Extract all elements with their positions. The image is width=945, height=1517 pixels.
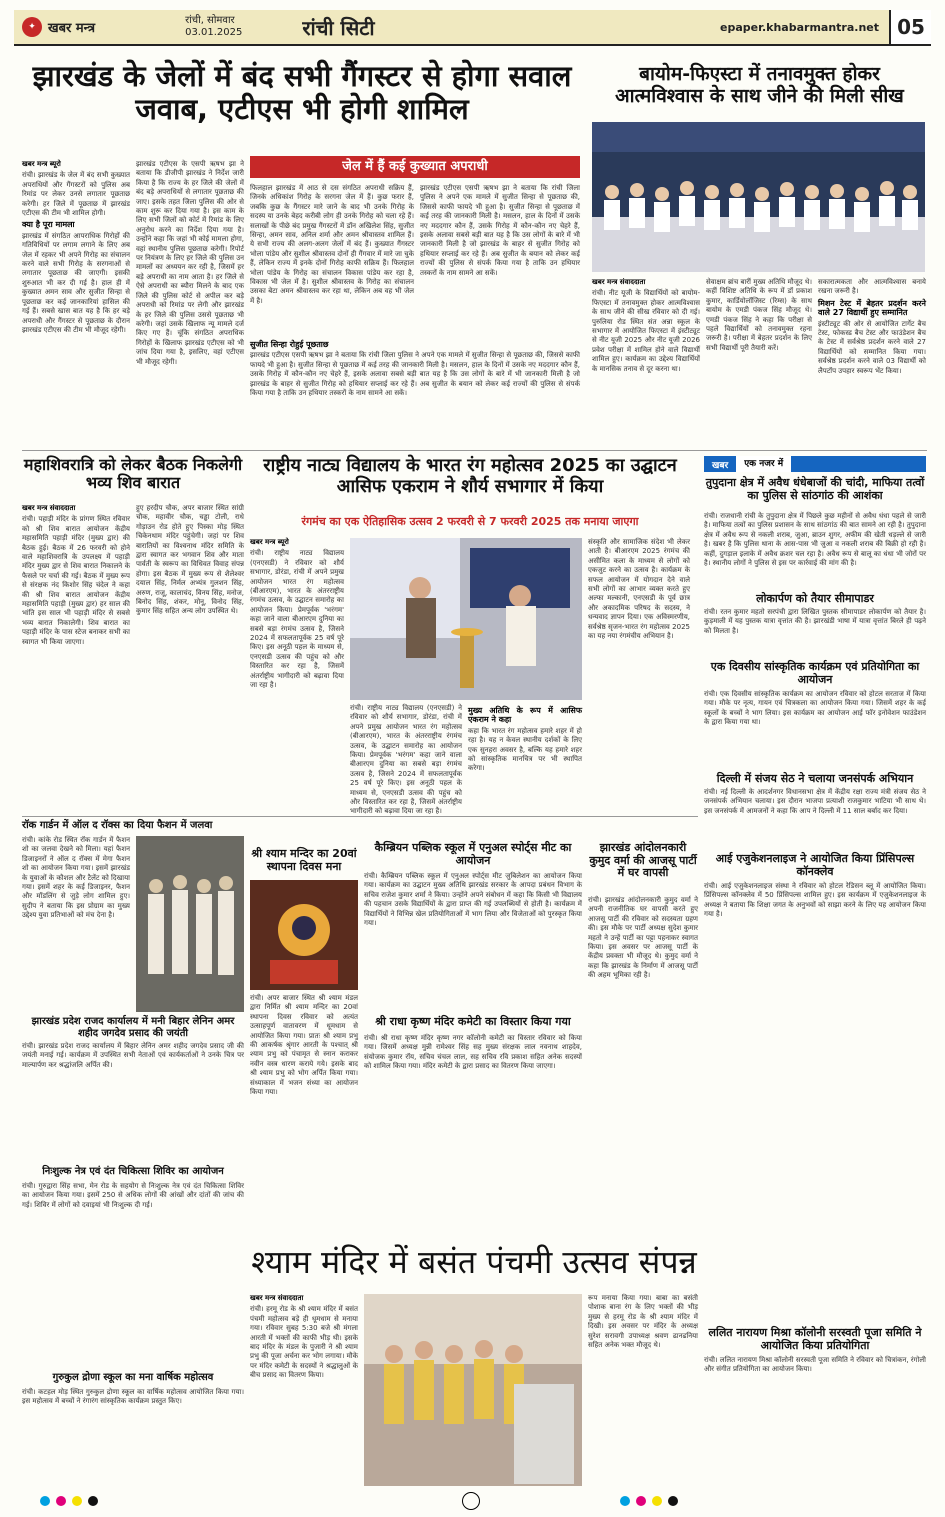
- shyam-headline: श्री श्याम मन्दिर का 20वां स्थापना दिवस मना: [251, 847, 357, 873]
- yellow-mark-icon: [652, 1496, 662, 1506]
- yellow-mark-icon: [72, 1496, 82, 1506]
- lead-banner: जेल में हैं कई कुख्यात अपराधी: [250, 156, 580, 178]
- cambrian-text: रांची। कैम्ब्रियन पब्लिक स्कूल में एनुअल स्पोर्ट्स मीट जुबिलेशन का आयोजन किया गया। कार्यक्रम का उद्घाटन मुख्य अतिथि झारखंड सरकार के आपदा प्रबंधन विभाग के सचिव राजेश कुमार शर्मा ने किया। उन्होंने अपने संबोधन में कहा कि किसी भी विद्यालय की पहचान उसके विद्यार्थियों के द्वारा प्राप्त की गई उपलब्धियों से होती है। कार्यक्रम में विद्यार्थियों ने विभिन्न खेल प्रतियोगिताओं में भाग लिया और विजेताओं को पुरस्कृत किया गया।: [364, 872, 582, 928]
- natya-col3-text: कहा कि भारत रंग महोत्सव हमारे शहर में हो रहा है। यह न केवल स्थानीय दर्शकों के लिए एक सुनहरा अवसर है, बल्कि यह हमारे शहर को सांस्कृतिक मानचित्र पर भी स्थापित करेगा।: [468, 726, 582, 773]
- biome-col1-text: रांची। नीट यूजी के विद्यार्थियों को बायोम-फिएस्टा में तनावमुक्त होकर आत्मविश्वास के साथ जीने की सीख रविवार को दी गई। पुरुलिया रोड स्थित संत अन्ना स्कूल के सभागार में आयोजित फिएस्टा में इंस्टीट्यूट से नीट यूजी 2025 और नीट यूजी 2026 प्रवेश परीक्षा में शामिल होने वाले विद्यार्थी शामिल हुए। कार्यक्रम का उद्देश्य विद्यार्थियों के मानसिक तनाव से दूर करना था।: [592, 289, 700, 373]
- basant-col-2: [588, 1294, 698, 1486]
- shyam-col: [250, 994, 358, 1240]
- lead-col1-text: रांची। झारखंड के जेल में बंद सभी कुख्यात अपराधियों और गैंगस्टरों को पुलिस अब रिमांड पर लेकर उनसे लगातार पूछताछ करेगी। हर जिले में पूछताछ में झारखंड एटीएस की टीम भी शामिल होगी।: [22, 171, 130, 218]
- basant-col-1: [250, 1294, 358, 1486]
- natya-col-4: [588, 538, 690, 810]
- shivratri-col2-text: हुए हरदीप चौक, अपर बाजार स्थित सांग्री चौक, महावीर चौक, चड्ढा टोली, राधे गोड़ाउन रोड होते हुए पिस्का मोड़ स्थित चिकेनथाम मंदिर पहुंचेगी। जहां पर शिव बारातियों का विश्वनाथ मंदिर समिति के द्वारा स्वागत कर भगवान शिव और माता पार्वती के स्वरूप का विधिवत विवाह संपन्न होगा। इस बैठक में मुख्य रूप से शैलेश्वर दयाल सिंह, निर्मल अभ्यंत्र गुलशन सिंह, अरुण, राजू, कालाचंद, विनय सिंह, मनोज, बिनोद सिंह, शंकर, मोनू, विनोद सिंह, कुमार सिंह सहित अन्य लोग उपस्थित थे।: [136, 504, 244, 616]
- natya-subhead: रंगमंच का एक ऐतिहासिक उत्सव 2 फरवरी से 7 फरवरी 2025 तक मनाया जाएगा: [301, 515, 639, 528]
- epaper-link[interactable]: epaper.khabarmantra.net: [720, 20, 879, 34]
- kumud-text: रांची। झारखंड आंदोलनकारी कुमुद वर्मा ने अपनी राजनीतिक घर वापसी करते हुए आजसू पार्टी की रविवार को सदस्यता ग्रहण की। इस मौके पर पार्टी अध्यक्ष सुदेश कुमार महतो ने उन्हें पार्टी का पट्टा पहनाकर स्वागत किया। इस अवसर पर आजसू पार्टी के केंद्रीय प्रवक्ता भी मौजूद थे। कुमुद वर्मा ने कहा कि झारखंड के निर्माण में आजसू पार्टी की अहम भूमिका रही है।: [588, 896, 698, 980]
- sanskritik-text: रांची। एक दिवसीय सांस्कृतिक कार्यक्रम का आयोजन रविवार को होटल सरताज में किया गया। मौके पर नृत्य, गायन एवं चित्रकला का आयोजन किया गया। जिसमें शहर के कई स्कूलों के बच्चों ने भाग लिया। इस कार्यक्रम का आयोजन आई फॉर इनोवेशन फाउंडेशन के द्वारा किया गया था।: [704, 690, 926, 727]
- basant-byline: खबर मन्त्र संवाददाता: [250, 1294, 304, 1302]
- magenta-mark-icon: [56, 1496, 66, 1506]
- shivratri-col1-text: रांची। पहाड़ी मंदिर के प्रांगण स्थित रविवार को श्री शिव बारात आयोजन केंद्रीय महासमिति पहाड़ी मंदिर (मुख्य द्वार) की बैठक हुई। बैठक में 26 फरवरी को होने वाले महाशिवरात्रि के उपलक्ष्य में पहाड़ी मंदिर मुख्य द्वार से शिव बारात निकालने के फैसले पर चर्चा की गई। बैठक में मुख्य रूप से संरक्षक नंद किशोर सिंह चंदेल ने कहा की श्री शिव बारात आयोजन केंद्रीय महासमिति पहाड़ी (मुख्य द्वार) हर साल की भांति इस साल भी पहाड़ी मंदिर से सबसे भव्य बारात निकालेगी। शिव बारात का पहाड़ी मंदिर के पास स्टेज बनाकर सभी का स्वागत भी किया जाएगा।: [22, 515, 130, 646]
- natya-byline: खबर मन्त्र ब्यूरो: [250, 538, 289, 546]
- ai-headline: आई एजुकेशनलाइज ने आयोजित किया प्रिंसिपल्स कॉनक्लेव: [715, 852, 915, 879]
- delhi-headline: दिल्ली में संजय सेठ ने चलाया जनसंपर्क अभियान: [716, 772, 914, 785]
- news-brief-title: एक नजर में: [736, 456, 791, 472]
- lenin-col: [22, 1042, 244, 1162]
- tupudana-text: रांची। राजधानी रांची के तुपुदाना क्षेत्र में पिछले कुछ महीनों से अवैध धंधा पहले से जारी है। माफिया तत्वों का पुलिस प्रशासन के साथ सांठगांठ की बात सामने आ रही है। तुपुदाना क्षेत्र में अवैध रूप से नकली शराब, जुआ, ब्राउन शुगर, अफीम की खेती धड़ल्ले से जारी है। खबर है कि पुलिस थाना के आस-पास भी जुआ व नकली शराब की बिक्री हो रही है। कहीं, दुगड़ाल इलाके में अवैध क्रशर चल रहा है। अवैध रूप से बालू का धंधा भी जोरों पर है। स्थानीय लोगों ने पुलिस से इस पर कार्रवाई की मांग की है।: [704, 512, 926, 568]
- eye-camp-col: [22, 1182, 244, 1368]
- brand: [14, 17, 95, 37]
- gurukul-text: रांची। कटहल मोड़ स्थित गुरुकुल द्रोणा स्कूल का वार्षिक महोत्सव आयोजित किया गया। इस महोत्सव में बच्चों ने रंगारंग सांस्कृतिक कार्यक्रम प्रस्तुत किए।: [22, 1388, 244, 1406]
- lokarpan-col: [704, 608, 926, 656]
- biome-headline: बायोम-फिएस्टा में तनावमुक्त होकर आत्मविश्वास के साथ जीने की मिली सीख: [615, 63, 904, 107]
- lead-col4-text: झारखंड एटीएस एसपी ऋषभ झा ने बताया कि रांची जिला पुलिस ने अपने एक मामले में सुजीत सिन्हा से पूछताछ की, जिससे काफी फायदे भी हुआ है। सुजीत सिन्हा से पूछताछ में कई तरह की जानकारी मिली है। मसलन, हाल के दिनों में उसके नए मददगार कौन हैं, उसके गिरोह में कौन-कौन नए चेहरे हैं, इसके अलावा सबसे बड़ी बात यह है कि उस लोगों के बारे में भी जानकारी मिली है जो झारखंड के बाहर से सुजीत गिरोह को हथियार सप्लाई कर रहे हैं। अब सुजीत के बयान को लेकर कई राज्यों की पुलिस से संपर्क किया गया है ताकि उन हथियार तस्करों के नाम सामने आ सकें।: [250, 351, 580, 398]
- print-color-marks-right: [620, 1496, 678, 1508]
- natya-col-1: [250, 538, 344, 810]
- natya-photo: [350, 538, 582, 700]
- city-day: रांची, सोमवार: [185, 15, 235, 26]
- sanskritik-col: [704, 690, 926, 768]
- gurukul-col: [22, 1388, 244, 1486]
- biome-byline: खबर मन्त्र संवाददाता: [592, 278, 646, 286]
- basant-photo: [364, 1294, 582, 1486]
- basant-photo-graphic: [364, 1294, 582, 1486]
- natya-headline: राष्ट्रीय नाट्य विद्यालय के भारत रंग महोत्सव 2025 का उद्घाटन आसिफ एकराम ने शौर्य सभागार में किया: [263, 455, 677, 497]
- radhakrishna-headline: श्री राधा कृष्ण मंदिर कमेटी का विस्तार किया गया: [375, 1015, 571, 1028]
- cambrian-headline: कैम्ब्रियन पब्लिक स्कूल में एनुअल स्पोर्ट्स मीट का आयोजन: [374, 841, 572, 867]
- divider: [22, 816, 698, 817]
- biome-col-3: [818, 278, 926, 446]
- rockgarden-photo: [136, 836, 244, 1012]
- lead-col-4: [250, 338, 580, 445]
- lalit-col: [704, 1356, 926, 1486]
- lenin-headline: झारखंड प्रदेश राजद कार्यालय में मनी बिहार लेनिन अमर शहीद जगदेव प्रसाद की जयंती: [31, 1016, 235, 1039]
- rockgarden-headline: रॉक गार्डन में ऑल द रॉक्स का दिया फैशन में जलवा: [22, 820, 213, 831]
- page-number: 05: [889, 10, 931, 44]
- lead-headline: झारखंड के जेलों में बंद सभी गैंगस्टर से होगा सवाल जवाब, एटीएस भी होगी शामिल: [32, 59, 572, 127]
- basant-headline: श्याम मंदिर में बसंत पंचमी उत्सव संपन्न: [251, 1243, 697, 1281]
- lead-col-2: [136, 160, 244, 445]
- kumud-headline: झारखंड आंदोलनकारी कुमुद वर्मा की आजसू पार्टी में घर वापसी: [589, 841, 697, 880]
- lead-byline: खबर मन्त्र ब्यूरो: [22, 160, 61, 168]
- rockgarden-photo-graphic: [136, 836, 244, 1012]
- natya-col-2: [350, 704, 462, 816]
- radhakrishna-col: [364, 1034, 582, 1240]
- kumud-col: [588, 896, 698, 1240]
- date: 03.01.2025: [185, 27, 243, 38]
- news-brief-tag-label: खबर: [712, 460, 729, 471]
- black-mark-icon: [88, 1496, 98, 1506]
- page-header: [14, 10, 931, 46]
- brand-logo-icon: ✦: [22, 17, 42, 37]
- divider: [22, 450, 927, 451]
- natya-col1-text: रांची। राष्ट्रीय नाट्य विद्यालय (एनएसडी) ने रविवार को शौर्य सभागार, डोरंडा, रांची में अपने प्रमुख आयोजन भारत रंग महोत्सव (बीआरएम), भारत के अंतरराष्ट्रीय रंगमंच उत्सव, के उद्घाटन समारोह का आयोजन किया। प्रेमपूर्वक 'भरंगम' कहा जाने वाला बीआरएम दुनिया का सबसे बड़ा रंगमंच उत्सव है, जिसने 2024 में सफलतापूर्वक 25 वर्ष पूरे किए। इस अनूठी पहल के माध्यम से, एनएसडी उत्सव की पहुंच को और विस्तारित कर रहा है, जिसमें अंतर्राष्ट्रीय भागीदारी को बढ़ावा दिया जा रहा है।: [250, 549, 344, 690]
- cyan-mark-icon: [620, 1496, 630, 1506]
- basant-col2-text: रूप मनाया किया गया। बाबा का बसंती पोशाक बाना रंग के लिए भक्तों की भीड़ मुख्य से हरमू रोड के श्री श्याम मंदिर में दिखी। इस अवसर पर मंदिर के अध्यक्ष सुरेश सरावगी उपाध्यक्ष श्रवण ढानढनिया सहित अनेक भक्त मौजूद थे।: [588, 1294, 698, 1350]
- registration-target-icon: [462, 1492, 480, 1510]
- eye-camp-headline: निःशुल्क नेत्र एवं दंत चिकित्सा शिविर का आयोजन: [42, 1166, 224, 1177]
- biome-col3b-text: इंस्टीट्यूट की ओर से आयोजित टार्गेट बैच टेस्ट, फोकस्ड बैच टेस्ट और फाउंडेशन बैच के टेस्ट में सर्वश्रेष्ठ प्रदर्शन करने वाले 27 विद्यार्थियों को सम्मानित किया गया। सर्वश्रेष्ठ प्रदर्शन करने वाले 03 विद्यार्थी को लैपटॉप उपहार स्वरूप भेंट किया।: [818, 319, 926, 375]
- biome-col-2: [706, 278, 812, 446]
- lead-col3b-text: झारखंड एटीएस एसपी ऋषभ झा ने बताया कि रांची जिला पुलिस ने अपने एक मामले में सुजीत सिन्हा से पूछताछ की, जिससे काफी फायदे भी हुआ है। सुजीत सिन्हा से पूछताछ में कई तरह की जानकारी मिली है। मसलन, हाल के दिनों में उसके नए मददगार कौन हैं, उसके गिरोह में कौन-कौन नए चेहरे हैं, इसके अलावा सबसे बड़ी बात यह है कि उस लोगों के बारे में भी जानकारी मिली है जो झारखंड के बाहर से सुजीत गिरोह को हथियार सप्लाई कर रहे हैं। अब सुजीत के बयान को लेकर कई राज्यों की पुलिस से संपर्क किया गया है ताकि उन हथियार तस्करों के नाम सामने आ सकें।: [420, 184, 580, 277]
- section-title: रांची सिटी: [302, 15, 375, 40]
- radhakrishna-text: रांची। श्री राधा कृष्ण मंदिर कृष्ण नगर कॉलोनी कमेटी का विस्तार रविवार को किया गया। जिसमें अध्यक्ष मुन्नी रामेश्वर सिंह सह मुख्य संरक्षक लाल नवनाथ शाहदेव, संयोजक कुमार रॉय, सचिव चंचल लाल, सह सचिव रवि प्रकाश सहित अनेक सदस्यों को शामिल किया गया। मंदिर कमेटी के द्वारा प्रसाद का वितरण किया जाएगा।: [364, 1034, 582, 1071]
- shyam-photo-graphic: [250, 880, 358, 990]
- biome-photo-graphic: [592, 122, 925, 272]
- black-mark-icon: [668, 1496, 678, 1506]
- delhi-text: रांची। नई दिल्ली के आदर्शनगर विधानसभा क्षेत्र में केंद्रीय रक्षा राज्य मंत्री संजय सेठ ने जनसंपर्क अभियान चलाया। इस दौरान भाजपा प्रत्याशी राजकुमार भाटिया भी साथ थे। इस जनसंपर्क में आमजनों ने कहा कि आप ने दिल्ली में 11 साल बर्बाद कर दिया।: [704, 788, 926, 815]
- sanskritik-headline: एक दिवसीय सांस्कृतिक कार्यक्रम एवं प्रतियोगिता का आयोजन: [710, 660, 920, 687]
- lead-col2-text: झारखंड एटीएस के एसपी ऋषभ झा ने बताया कि डीजीपी झारखंड ने निर्देश जारी किया है कि राज्य के हर जिले की जेलों में बंद बड़े अपराधियों से लगातार पूछताछ की जाए। इसके तहत जिला पुलिस की ओर से काम शुरू कर दिया गया है। इस काम के लिए सभी जिलों को कोर्ट में रिमांड के लिए अनुरोध करने का निर्देश दिया गया है। उन्होंने कहा कि जहां भी कोई मामला होगा, वहां स्थानीय पुलिस पूछताछ करेगी। रिपोर्ट पर नियंत्रण के लिए हर जिले की पुलिस उन मामलों का अध्ययन कर रही है, जिसमें हर बड़े अपराधी का नाम आता है। हर जिले से ऐसे अपराधी का ब्यौरा मिलने के बाद एक जिले की पुलिस कोर्ट से अपील कर बड़े अपराधी को रिमांड पर लेगी और झारखंड के हर जिले की पुलिस उससे पूछताछ भी करेगी। जहां उसके खिलाफ न्यू मामले दर्ज किए गए हैं। चूंकि संगठित अपराधिक गिरोहों के खिलाफ झारखंड एटीएस को भी जांच दिया गया है, इसलिए, वहां एटीएस भी मौजूद रहेगी।: [136, 160, 244, 366]
- cambrian-col: [364, 872, 582, 1012]
- shivratri-byline: खबर मन्त्र संवाददाता: [22, 504, 76, 512]
- print-color-marks-left: [40, 1496, 98, 1508]
- gurukul-headline: गुरुकुल द्रोणा स्कूल का मना वार्षिक महोत्सव: [52, 1372, 214, 1383]
- natya-col2-text: रांची। राष्ट्रीय नाट्य विद्यालय (एनएसडी) ने रविवार को शौर्य सभागार, डोरंडा, रांची में अपने प्रमुख आयोजन भारत रंग महोत्सव (बीआरएम), भारत के अंतरराष्ट्रीय रंगमंच उत्सव, के उद्घाटन समारोह का आयोजन किया। प्रेमपूर्वक 'भरंगम' कहा जाने वाला बीआरएम दुनिया का सबसे बड़ा रंगमंच उत्सव है, जिसने 2024 में सफलतापूर्वक 25 वर्ष पूरे किए। इस अनूठी पहल के माध्यम से, एनएसडी उत्सव की पहुंच को और विस्तारित कर रहा है, जिसमें अंतर्राष्ट्रीय भागीदारी को बढ़ावा दिया जा रहा है।: [350, 704, 462, 816]
- lead-subhead: क्या है पूरा मामला: [22, 220, 75, 230]
- brand-name: खबर मन्त्र: [48, 21, 96, 36]
- news-brief-tag: [704, 456, 926, 472]
- basant-col1-text: रांची। हरमू रोड के श्री श्याम मंदिर में बसंत पंचमी महोत्सव बड़े ही धूमधाम से मनाया गया। रविवार सुबह 5:30 बजे श्री मंगला आरती में भक्तों की काफी भीड़ थी। इसके बाद मंदिर के मंडल के पुजारी ने श्री श्याम प्रभु की पूजा अर्चना कर भोग लगाया। मौके पर मंदिर कमेटी के सदस्यों ने श्रद्धालुओं के बीच प्रसाद का वितरण किया।: [250, 1305, 358, 1380]
- shivratri-col-1: [22, 504, 130, 810]
- lead-col-1: [22, 160, 130, 445]
- ai-col: [704, 882, 926, 1322]
- lead-sub2: सुजीत सिन्हा रोहुई पूछताछ: [250, 340, 329, 349]
- shivratri-col-2: [136, 504, 244, 810]
- lead-col-3b: [420, 184, 580, 332]
- biome-photo: [592, 122, 925, 272]
- lead-col-3: [250, 184, 414, 332]
- biome-col-1: [592, 278, 700, 446]
- natya-col-3: [468, 704, 582, 810]
- lokarpan-headline: लोकार्पण को तैयार सीमापाडर: [756, 592, 874, 605]
- magenta-mark-icon: [636, 1496, 646, 1506]
- lead-col3-text: फिलहाल झारखंड में आठ से दस संगठित अपराधी सक्रिय हैं, जिनके अधिकांश गिरोह के सरगना जेल में हैं। कुछ फरार हैं, जबकि कुछ के गैंगस्टर मारे जाने के बाद भी उनके गिरोह के सदस्य या उनके बेहद करीबी लोग ही उनके गिरोह को चला रहे हैं। सलाखों के पीछे बंद प्रमुख गैंगस्टरों में डॉन अखिलेश सिंह, सुजीत सिन्हा, अमन साव, अनिल शर्मा और अमन श्रीवास्तव शामिल हैं। ये सभी राज्य की अलग-अलग जेलों में बंद हैं। कुख्यात गैंगस्टर भोला पांडेय और सुशील श्रीवास्तव दोनों ही गैंगवार में मारे जा चुके हैं, लेकिन राज्य में इनके दोनों गिरोह काफी सक्रिय हैं। फिलहाल भोला पांडेय के गिरोह का संचालन विकास पांडेय कर रहा है, विकास भी जेल में है। सुशील श्रीवास्तव के गिरोह का संचालन उसका बेटा अमन श्रीवास्तव कर रहा था, लेकिन अब वह भी जेल में है।: [250, 184, 414, 305]
- natya-photo-graphic: [350, 538, 582, 700]
- natya-caption: मुख्य अतिथि के रूप में आसिफ एकराम ने कहा: [468, 706, 582, 725]
- rockgarden-col: [22, 836, 130, 1012]
- shyam-photo: [250, 880, 358, 990]
- biome-col3-text: सकारात्मकता और आत्मविश्वास बनाये रखना जरूरी है।: [818, 278, 926, 296]
- lenin-text: रांची। झारखंड प्रदेश राजद कार्यालय में बिहार लेनिन अमर शहीद जगदेव प्रसाद जी की जयंती मनाई गई। कार्यक्रम में उपस्थित सभी नेताओं एवं कार्यकर्ताओं ने उनके चित्र पर माल्यार्पण कर श्रद्धांजलि अर्पित की।: [22, 1042, 244, 1069]
- eye-camp-text: रांची। गुरुद्वारा सिंह सभा, मेन रोड के सहयोग से निःशुल्क नेत्र एवं दंत चिकित्सा शिविर का आयोजन किया गया। इसमें 250 से अधिक लोगों की आंखों और दांतों की जांच की गई। शिविर में लोगों को दवाइयां भी निःशुल्क दी गई।: [22, 1182, 244, 1209]
- delhi-col: [704, 788, 926, 848]
- biome-col2-text: सेवाक्षम ब्रांच बारीं मुख्य अतिथि मौजूद थे। कहीं विशिष्ट अतिथि के रूप में डॉ प्रकाश कुमार, कार्डियोलॉजिस्ट (रिम्स) के साथ बायोम के एमडी पंकज सिंह मौजूद थे। एमडी पंकज सिंह ने कहा कि परीक्षा से पहले विद्यार्थियों को तनावमुक्त रहना जरूरी है। परीक्षा में बेहतर प्रदर्शन के लिए सभी विद्यार्थी पूरी तैयारी करें।: [706, 278, 812, 352]
- tupudana-headline: तुपुदाना क्षेत्र में अवैध धंधेबाजों की चांदी, माफिया तत्वों का पुलिस से सांठगांठ की आशंका: [705, 476, 925, 503]
- cyan-mark-icon: [40, 1496, 50, 1506]
- natya-col4-text: संस्कृति और सामाजिक संदेश भी लेकर आती है। बीआरएम 2025 रंगमंच की असीमित कला के माध्यम से लोगों को एकजुट करने का उत्सव है। कार्यक्रम के सफल आयोजन में योगदान देने वाले सभी लोगों का आभार व्यक्त करते हुए अल्फा मल्कानी, एनएसडी के पूर्व छात्र और अकादमिक परिषद के सदस्य, ने धन्यवाद ज्ञापन दिया। एक अविस्मरणीय, सर्वश्रेष्ठ सृजन-भारत रंग महोत्सव 2025 का यह नया रंगमंचीय अभियान है।: [588, 538, 690, 641]
- edition-date: [185, 15, 242, 39]
- lalit-text: रांची। ललित नारायण मिश्रा कॉलोनी सरस्वती पूजा समिति ने रविवार को चित्रांकन, रंगोली और संगीत प्रतियोगिता का आयोजन किया।: [704, 1356, 926, 1374]
- rockgarden-text: रांची। कांके रोड स्थित रॉक गार्डन में फैशन शो का जलवा देखने को मिला। यहां फैशन डिजाइनरों ने ऑल द रॉक्स में मेगा फैशन शो का आयोजन किया गया। इसमें झारखंड के युवाओं के कौशल और टैलेंट को दिखाया गया। इसमें शहर के कई डिजाइनर, फैशन और मॉडलिंग से जुड़े लोग शामिल हुए। सुदीप ने बताया कि इस प्रोग्राम का मुख्य उद्देश्य युवा प्रतिभाओं को मंच देना है।: [22, 836, 130, 920]
- tupudana-col: [704, 512, 926, 588]
- shyam-text: रांची। अपर बाजार स्थित श्री श्याम मंडल द्वारा निर्मित श्री श्याम मन्दिर का 20वां स्थापना दिवस रविवार को अत्यंत उत्साहपूर्ण वातावरण में धूमधाम से आयोजित किया गया। प्रातः श्री श्याम प्रभु की आकर्षक श्रृंगार आरती के पश्चात् श्री श्याम प्रभु को पंचामृत से स्नान कराकर नवीन वस्त्र धारण कराये गये। इसके बाद श्री श्याम प्रभु को भोग अर्पित किया गया। संध्याकाल में भजन संध्या का आयोजन किया गया।: [250, 994, 358, 1097]
- biome-subhead: मिशन टेस्ट में बेहतर प्रदर्शन करने वाले 27 विद्यार्थी हुए सम्मानित: [818, 298, 926, 318]
- lalit-headline: ललित नारायण मिश्रा कॉलोनी सरस्वती पूजा समिति ने आयोजित किया प्रतियोगिता: [708, 1326, 922, 1353]
- lead-col1b-text: झारखंड में संगठित आपराधिक गिरोहों की गतिविधियों पर लगाम लगाने के लिए अब जेल में रहकर भी अपने गिरोह का संचालन करने वाले सभी गिरोह के सरगनाओं से लगातार पूछताछ की जाएगी। इसकी शुरुआत भी कर दी गई है। हाल ही में कुख्यात अमन साव और सुजीत सिन्हा से पूछताछ कर कई जानकारियां हासिल की गई हैं। सबसे खास बात यह है कि हर बड़े अपराधी और गैंगस्टर से पूछताछ के दौरान झारखंड एटीएस की टीम भी मौजूद रहेगी।: [22, 231, 130, 334]
- ai-text: रांची। आई एजुकेशनलाइज संस्था ने रविवार को होटल रेडिसन ब्लू में आयोजित किया। प्रिंसिपल्स कॉनक्लेव में 50 प्रिंसिपल्स शामिल हुए। इस कार्यक्रम में एजुकेशनलाइज के अध्यक्ष ने बताया कि शिक्षा जगत के अनुभवों को साझा करने के लिए यह आयोजन किया गया है।: [704, 882, 926, 919]
- shivratri-headline: महाशिवरात्रि को लेकर बैठक निकलेगी भव्य शिव बारात: [23, 455, 243, 493]
- lokarpan-text: रांची। रतन कुमार महतो सरपंची द्वारा लिखित पुस्तक सीमापाडर लोकार्पण को तैयार है। कुड़माली में यह पुस्तक यात्रा वृत्तांत की है। झारखंडी भाषा में यात्रा वृत्तांत बिरले ही पढ़ने को मिलता है।: [704, 608, 926, 635]
